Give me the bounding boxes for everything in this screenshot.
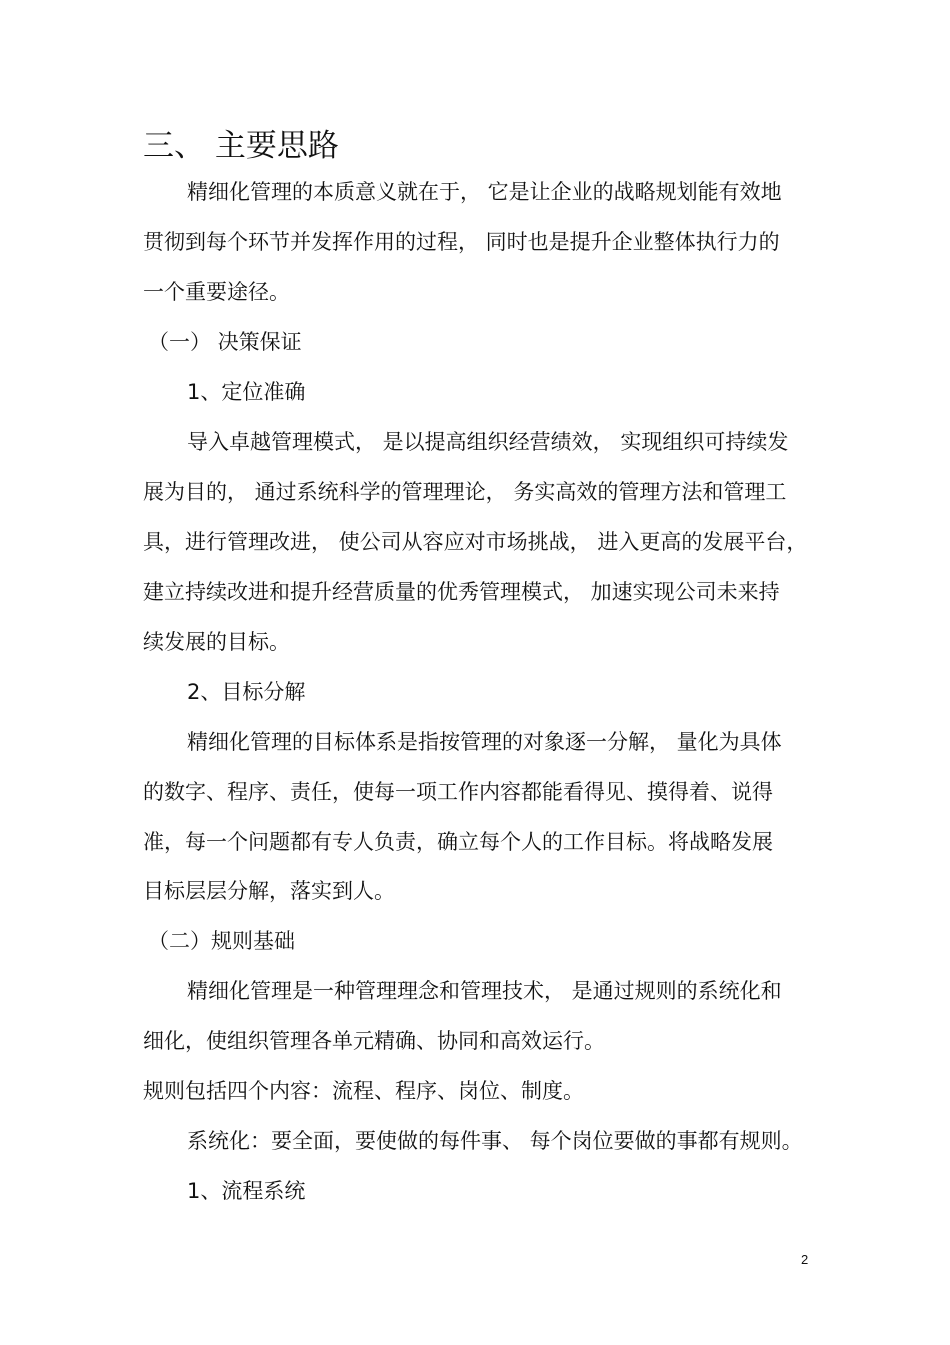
item-heading: 1、流程系统 xyxy=(187,1179,306,1203)
section-title: 三、 主要思路 xyxy=(143,128,339,164)
paragraph-line: 细化，使组织管理各单元精确、协同和高效运行。 xyxy=(143,1029,605,1053)
paragraph-line: 贯彻到每个环节并发挥作用的过程， 同时也是提升企业整体执行力的 xyxy=(143,230,780,254)
paragraph-line: 一个重要途径。 xyxy=(143,280,290,304)
paragraph-line: 精细化管理的目标体系是指按管理的对象逐一分解， 量化为具体 xyxy=(187,730,782,754)
paragraph-line: 导入卓越管理模式， 是以提高组织经营绩效， 实现组织可持续发 xyxy=(187,430,789,454)
item-heading: 2、目标分解 xyxy=(187,680,306,704)
paragraph-line: 目标层层分解，落实到人。 xyxy=(143,879,395,903)
paragraph-line: 具，进行管理改进， 使公司从容应对市场挑战， 进入更高的发展平台， xyxy=(143,530,808,554)
paragraph-line: 续发展的目标。 xyxy=(143,630,290,654)
item-heading: 1、定位准确 xyxy=(187,380,306,404)
page-number: 2 xyxy=(801,1252,809,1267)
subsection-heading: （二）规则基础 xyxy=(148,929,295,953)
paragraph-line: 展为目的， 通过系统科学的管理理论， 务实高效的管理方法和管理工 xyxy=(143,480,787,504)
paragraph-line: 准，每一个问题都有专人负责，确立每个人的工作目标。将战略发展 xyxy=(143,830,773,854)
subsection-heading: （一） 决策保证 xyxy=(148,330,302,354)
paragraph-line: 精细化管理的本质意义就在于， 它是让企业的战略规划能有效地 xyxy=(187,180,782,204)
paragraph-line: 规则包括四个内容：流程、程序、岗位、制度。 xyxy=(143,1079,584,1103)
paragraph-line: 精细化管理是一种管理理念和管理技术， 是通过规则的系统化和 xyxy=(187,979,782,1003)
paragraph-line: 的数字、程序、责任，使每一项工作内容都能看得见、摸得着、说得 xyxy=(143,780,773,804)
paragraph-line: 系统化：要全面，要使做的每件事、 每个岗位要做的事都有规则。 xyxy=(187,1129,803,1153)
paragraph-line: 建立持续改进和提升经营质量的优秀管理模式， 加速实现公司未来持 xyxy=(143,580,780,604)
